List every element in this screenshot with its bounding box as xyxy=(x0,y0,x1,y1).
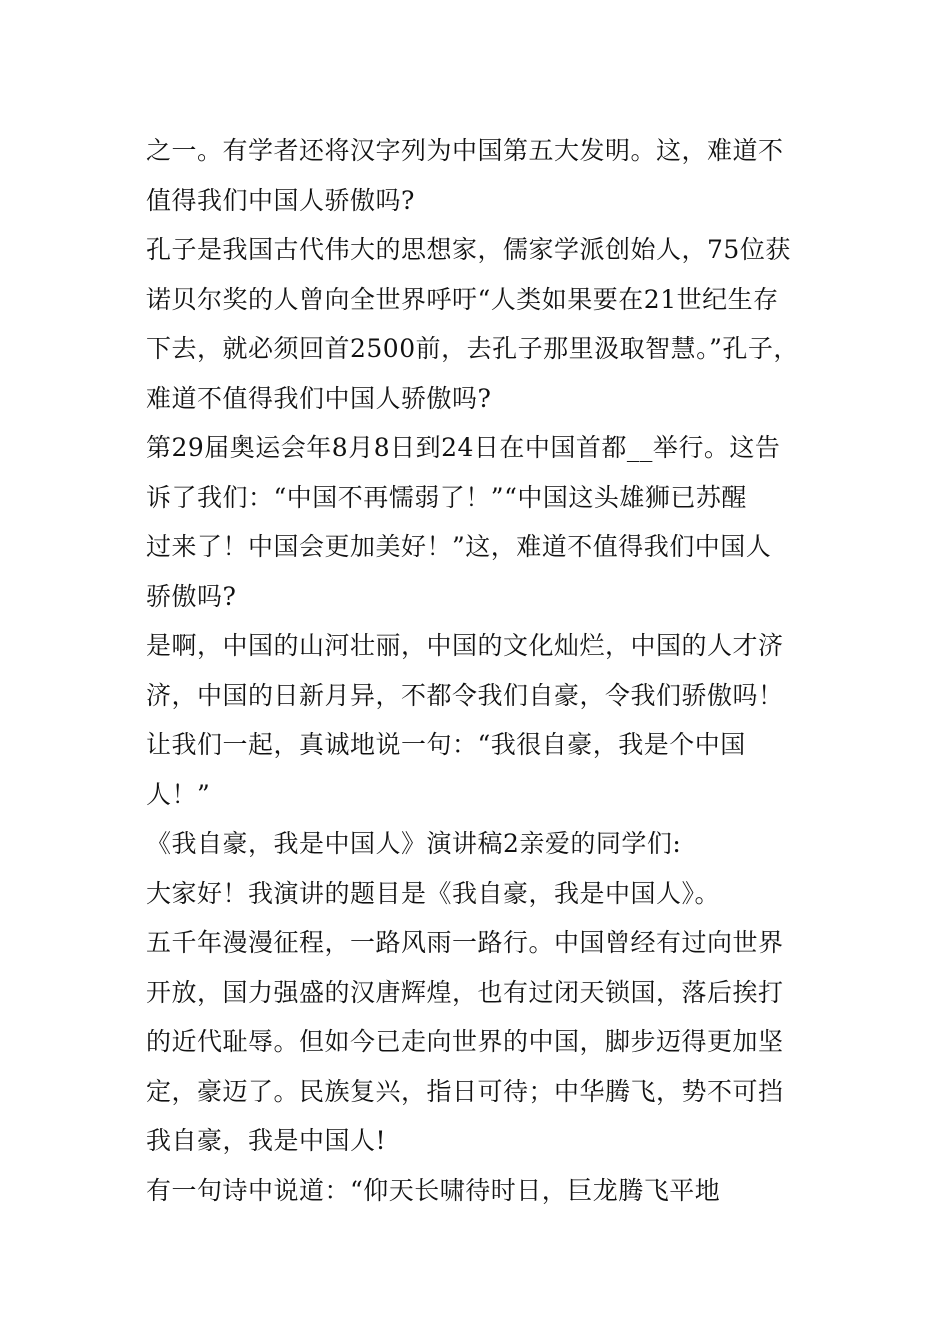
text-line: 的近代耻辱。但如今已走向世界的中国，脚步迈得更加坚 xyxy=(146,1027,784,1056)
text-line: 人！” xyxy=(146,779,211,809)
text-line: 骄傲吗? xyxy=(146,581,237,611)
text-line: 让我们一起，真诚地说一句：“我很自豪，我是个中国 xyxy=(146,730,746,759)
text-line: 我自豪，我是中国人! xyxy=(146,1126,387,1155)
text-line: 诺贝尔奖的人曾向全世界呼吁“人类如果要在21世纪生存 xyxy=(146,284,779,314)
text-line: 五千年漫漫征程，一路风雨一路行。中国曾经有过向世界 xyxy=(146,928,784,957)
text-line: 济，中国的日新月异，不都令我们自豪，令我们骄傲吗！ xyxy=(146,680,784,710)
text-line: 下去，就必须回首2500前，去孔子那里汲取智慧。”孔子， xyxy=(146,334,799,363)
text-line: 有一句诗中说道：“仰天长啸待时日，巨龙腾飞平地 xyxy=(146,1175,721,1205)
text-line: 诉了我们：“中国不再懦弱了！”“中国这头雄狮已苏醒 xyxy=(146,482,747,512)
text-line: 孔子是我国古代伟大的思想家，儒家学派创始人，75位获 xyxy=(146,235,791,264)
text-line: 是啊，中国的山河壮丽，中国的文化灿烂，中国的人才济 xyxy=(146,631,784,660)
speech-title-line: 《我自豪，我是中国人》演讲稿2亲爱的同学们: xyxy=(146,829,682,858)
text-line: 过来了！中国会更加美好！”这，难道不值得我们中国人 xyxy=(146,532,772,561)
text-line: 难道不值得我们中国人骄傲吗? xyxy=(146,383,492,413)
document-body xyxy=(146,126,826,1215)
text-line: 定，豪迈了。民族复兴，指日可待；中华腾飞，势不可挡 xyxy=(146,1076,784,1106)
text-line: 开放，国力强盛的汉唐辉煌，也有过闭天锁国，落后挨打 xyxy=(146,977,784,1007)
text-line: 之一。有学者还将汉字列为中国第五大发明。这，难道不 xyxy=(146,136,784,165)
text-line: 值得我们中国人骄傲吗? xyxy=(146,185,415,215)
text-line: 大家好！我演讲的题目是《我自豪，我是中国人》。 xyxy=(146,878,721,908)
text-line: 第29届奥运会年8月8日到24日在中国首都__举行。这告 xyxy=(146,433,781,462)
